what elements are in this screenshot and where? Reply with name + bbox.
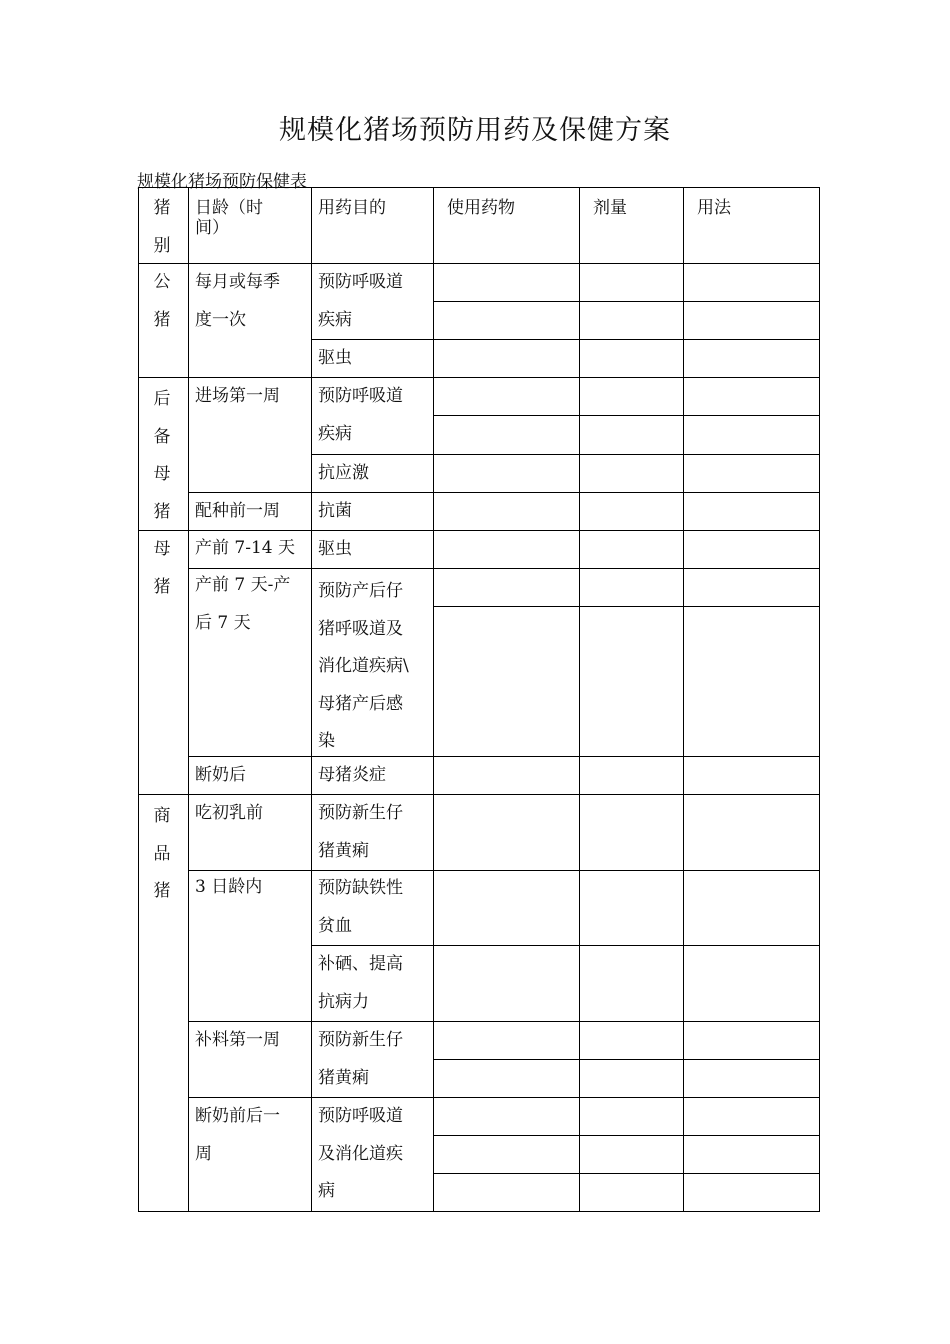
header-drug: 使用药物 [447, 198, 515, 218]
header-usage: 用法 [697, 198, 731, 218]
sow-purpose-line: 消化道疾病\ [318, 656, 409, 676]
market-age-creep-feed: 补料第一周 [195, 1030, 280, 1050]
gilt-purpose-stress: 抗应激 [318, 463, 369, 483]
market-purpose-line: 补硒、提高 [318, 954, 403, 974]
sow-age-prefarrow: 产前 7-14 天 [195, 538, 295, 558]
market-age-3days: 3 日龄内 [195, 877, 263, 897]
group-market-pig [150, 798, 174, 911]
boar-age-line: 度一次 [195, 309, 246, 330]
market-purpose-line: 及消化道疾 [318, 1143, 403, 1164]
boar-purpose-respiratory [318, 264, 403, 339]
header-age [195, 198, 263, 238]
group-sow-char: 母 [153, 539, 171, 559]
market-purpose-line: 预防新生仔 [318, 1030, 403, 1050]
sow-age-line: 后 7 天 [195, 612, 251, 633]
boar-purpose-line: 预防呼吸道 [318, 272, 403, 292]
group-sow [150, 531, 174, 606]
group-market-char: 猪 [153, 881, 171, 901]
group-market-char: 商 [153, 806, 171, 826]
market-age-line: 断奶前后一 [195, 1106, 280, 1126]
sow-purpose-deworm: 驱虫 [318, 539, 352, 559]
gilt-purpose-line: 预防呼吸道 [318, 386, 403, 406]
market-purpose-yellow-scours [318, 795, 403, 870]
market-purpose-respiratory-digestive [318, 1098, 403, 1211]
group-gilt-char: 母 [153, 464, 171, 484]
market-purpose-line: 猪黄痢 [318, 840, 369, 861]
market-purpose-anemia [318, 870, 403, 945]
group-gilt-char: 猪 [153, 501, 171, 522]
market-purpose-line: 预防缺铁性 [318, 878, 403, 898]
boar-purpose-deworm: 驱虫 [318, 348, 352, 368]
gilt-age-prebreeding: 配种前一周 [195, 501, 280, 521]
group-market-char: 品 [153, 843, 171, 864]
document-title: 规模化猪场预防用药及保健方案 [279, 115, 671, 146]
gilt-age-entry: 进场第一周 [195, 386, 280, 406]
group-gilt [150, 381, 174, 531]
sow-age-line: 产前 7 天-产 [195, 575, 291, 595]
sow-age-farrowing [195, 567, 290, 642]
header-pig-type-line: 别 [153, 235, 171, 256]
group-gilt-char: 后 [153, 389, 171, 409]
market-purpose-line: 预防呼吸道 [318, 1106, 403, 1126]
sow-purpose-postpartum [318, 573, 409, 761]
group-boar [150, 264, 174, 339]
header-dose: 剂量 [593, 198, 627, 218]
market-age-line: 周 [195, 1143, 212, 1164]
header-purpose: 用药目的 [318, 198, 386, 218]
table-caption: 规模化猪场预防保健表 [137, 172, 307, 192]
group-boar-char: 猪 [153, 309, 171, 330]
header-pig-type-line: 猪 [153, 198, 171, 218]
market-purpose-line: 猪黄痢 [318, 1067, 369, 1088]
sow-purpose-line: 染 [318, 731, 335, 751]
gilt-purpose-respiratory [318, 378, 403, 453]
market-age-weaning [195, 1098, 280, 1173]
sow-purpose-line: 母猪产后感 [318, 693, 403, 714]
market-purpose-line: 贫血 [318, 915, 352, 936]
group-boar-char: 公 [153, 272, 171, 292]
boar-age [195, 264, 280, 339]
header-age-line: 日龄（时 [195, 198, 263, 218]
group-sow-char: 猪 [153, 576, 171, 597]
header-pig-type [150, 190, 174, 265]
market-purpose-yellow-scours-2 [318, 1022, 403, 1097]
boar-age-line: 每月或每季 [195, 272, 280, 292]
market-purpose-line: 病 [318, 1181, 335, 1201]
gilt-purpose-line: 疾病 [318, 423, 352, 444]
gilt-purpose-antibacterial: 抗菌 [318, 501, 352, 521]
group-gilt-char: 备 [153, 426, 171, 447]
market-purpose-line: 抗病力 [318, 991, 369, 1012]
market-purpose-line: 预防新生仔 [318, 803, 403, 823]
header-age-line: 间） [195, 218, 229, 238]
market-purpose-selenium [318, 946, 403, 1021]
sow-purpose-inflammation: 母猪炎症 [318, 765, 386, 785]
market-age-colostrum: 吃初乳前 [195, 803, 263, 823]
sow-purpose-line: 猪呼吸道及 [318, 618, 403, 639]
boar-purpose-line: 疾病 [318, 309, 352, 330]
sow-purpose-line: 预防产后仔 [318, 581, 403, 601]
sow-age-weaning: 断奶后 [195, 765, 246, 785]
